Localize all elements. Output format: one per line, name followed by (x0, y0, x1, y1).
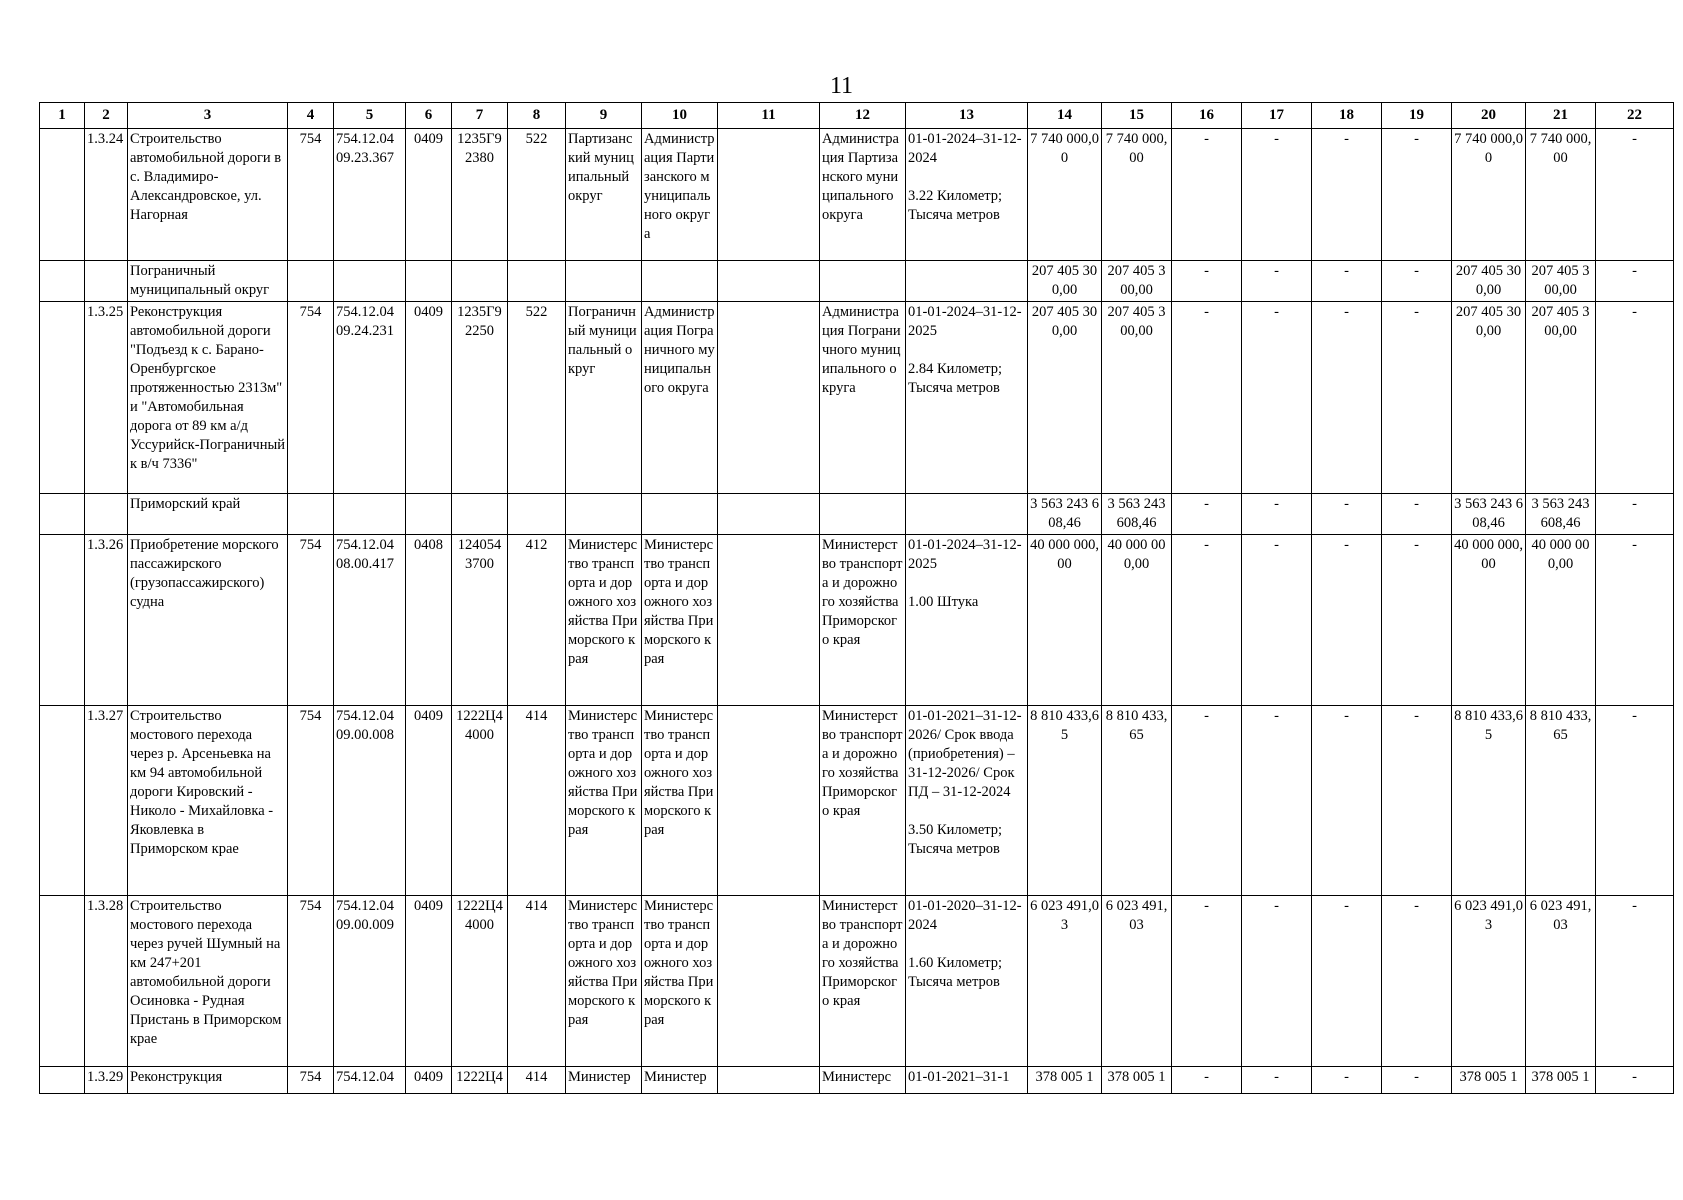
table-cell: Строительство автомобильной дороги в с. Владимиро-Александровское, ул. Нагорная (128, 129, 288, 261)
table-cell (40, 706, 85, 896)
column-header: 6 (406, 103, 452, 129)
table-cell: 7 740 000,00 (1028, 129, 1102, 261)
table-cell: 6 023 491,03 (1526, 896, 1596, 1067)
table-cell: Министерство транспорта и дорожного хозяйства Приморского края (566, 896, 642, 1067)
table-cell: 3 563 243 608,46 (1028, 494, 1102, 535)
table-cell (718, 302, 820, 494)
table-cell: - (1312, 494, 1382, 535)
table-cell: - (1382, 706, 1452, 896)
table-cell: 1.3.27 (85, 706, 128, 896)
column-header: 3 (128, 103, 288, 129)
table-row (40, 261, 1674, 302)
table-cell (288, 494, 334, 535)
table-cell (334, 494, 406, 535)
table-cell (85, 494, 128, 535)
table-cell: 0409 (406, 302, 452, 494)
table-cell: - (1242, 896, 1312, 1067)
table-cell: - (1242, 129, 1312, 261)
table-cell: 8 810 433,65 (1102, 706, 1172, 896)
column-header: 4 (288, 103, 334, 129)
table-cell: - (1312, 896, 1382, 1067)
table-cell: - (1172, 706, 1242, 896)
table-cell: 754 (288, 302, 334, 494)
table-cell: 754.12.04 09.23.367 (334, 129, 406, 261)
table-cell: 8 810 433,65 (1452, 706, 1526, 896)
column-header: 17 (1242, 103, 1312, 129)
table-cell: 207 405 300,00 (1028, 261, 1102, 302)
table-cell: - (1596, 129, 1674, 261)
column-header: 12 (820, 103, 906, 129)
table-cell: 1.3.24 (85, 129, 128, 261)
table-cell (288, 261, 334, 302)
table-cell (820, 261, 906, 302)
table-cell: Администрация Партизанского муниципального округа (642, 129, 718, 261)
table-cell: - (1382, 535, 1452, 706)
table-cell: 7 740 000,00 (1452, 129, 1526, 261)
table-cell: - (1242, 1067, 1312, 1094)
table-cell: 207 405 300,00 (1526, 302, 1596, 494)
table-cell: - (1596, 261, 1674, 302)
table-cell: - (1312, 129, 1382, 261)
table-cell (718, 706, 820, 896)
table-cell: 3 563 243 608,46 (1452, 494, 1526, 535)
table-cell: - (1312, 535, 1382, 706)
table-cell: 522 (508, 129, 566, 261)
table-cell: 7 740 000,00 (1526, 129, 1596, 261)
table-cell: Партизанский муниципальный округ (566, 129, 642, 261)
table-cell: - (1312, 1067, 1382, 1094)
table-cell: 0408 (406, 535, 452, 706)
table-cell: - (1242, 261, 1312, 302)
table-cell (452, 261, 508, 302)
table-cell: 1235Г9 2250 (452, 302, 508, 494)
table-cell: - (1596, 896, 1674, 1067)
table-cell: Администрация Партизанского муниципального округа (820, 129, 906, 261)
table-cell: Строительство мостового перехода через ручей Шумный на км 247+201 автомобильной дороги Осиновка - Рудная Пристань в Приморском крае (128, 896, 288, 1067)
table-cell: - (1382, 302, 1452, 494)
table-cell (508, 494, 566, 535)
table-cell: Администрация Пограничного муниципального округа (820, 302, 906, 494)
table-cell (406, 494, 452, 535)
table-row (40, 1067, 1674, 1094)
table-cell: 754.12.04 09.24.231 (334, 302, 406, 494)
table-cell: 0409 (406, 896, 452, 1067)
table-cell (40, 129, 85, 261)
table-cell: 754 (288, 535, 334, 706)
table-cell: 1.3.29 (85, 1067, 128, 1094)
table-cell: 522 (508, 302, 566, 494)
table-cell: Министерство транспорта и дорожного хозяйства Приморского края (566, 535, 642, 706)
table-cell: 01-01-2020–31-12-2024 1.60 Километр; Тысяча метров (906, 896, 1028, 1067)
table-cell: - (1596, 1067, 1674, 1094)
table-cell: Министерство транспорта и дорожного хозяйства Приморского края (820, 896, 906, 1067)
table-cell (718, 494, 820, 535)
table-cell (820, 494, 906, 535)
table-cell: - (1242, 535, 1312, 706)
table-cell: 124054 3700 (452, 535, 508, 706)
main-table (39, 102, 1674, 1094)
table-cell: Реконструкция автомобильной дороги "Подъезд к с. Барано-Оренбургское протяженностью 2313м" и "Автомобильная дорога от 89 км а/д Уссурийск-Пограничный к в/ч 7336" (128, 302, 288, 494)
table-cell: 1.3.26 (85, 535, 128, 706)
table-cell: 40 000 000,00 (1028, 535, 1102, 706)
table-cell: 0409 (406, 706, 452, 896)
table-cell: 207 405 300,00 (1102, 302, 1172, 494)
table-cell: - (1242, 494, 1312, 535)
table-cell (40, 302, 85, 494)
table-cell: 0409 (406, 129, 452, 261)
table-cell: 3 563 243 608,46 (1102, 494, 1172, 535)
column-header: 16 (1172, 103, 1242, 129)
table-cell: - (1172, 302, 1242, 494)
table-cell: Приморский край (128, 494, 288, 535)
column-header: 11 (718, 103, 820, 129)
column-header: 2 (85, 103, 128, 129)
table-cell: Министерство транспорта и дорожного хозяйства Приморского края (642, 706, 718, 896)
table-cell: 1222Ц4 4000 (452, 896, 508, 1067)
table-cell: 754.12.04 (334, 1067, 406, 1094)
table-cell: 1.3.28 (85, 896, 128, 1067)
table-cell: - (1172, 261, 1242, 302)
table-cell: 1222Ц4 4000 (452, 706, 508, 896)
table-cell: 754 (288, 129, 334, 261)
table-cell: 7 740 000,00 (1102, 129, 1172, 261)
column-header: 15 (1102, 103, 1172, 129)
column-header: 1 (40, 103, 85, 129)
table-cell (40, 261, 85, 302)
table-cell: Министерство транспорта и дорожного хозяйства Приморского края (642, 535, 718, 706)
column-header: 9 (566, 103, 642, 129)
table-cell: Министерс (820, 1067, 906, 1094)
table-cell: - (1312, 261, 1382, 302)
table-cell (40, 494, 85, 535)
table-cell: Министерство транспорта и дорожного хозяйства Приморского края (566, 706, 642, 896)
table-cell: Администрация Пограничного муниципального округа (642, 302, 718, 494)
column-header: 19 (1382, 103, 1452, 129)
column-header: 14 (1028, 103, 1102, 129)
table-cell (40, 896, 85, 1067)
table-cell (566, 494, 642, 535)
table-cell (452, 494, 508, 535)
table-row (40, 302, 1674, 494)
table-cell: 378 005 1 (1028, 1067, 1102, 1094)
table-cell: 01-01-2021–31-1 (906, 1067, 1028, 1094)
table-cell: 378 005 1 (1526, 1067, 1596, 1094)
table-cell: 378 005 1 (1102, 1067, 1172, 1094)
table-cell: - (1172, 896, 1242, 1067)
table-row (40, 706, 1674, 896)
table-cell (718, 535, 820, 706)
table-cell: - (1242, 302, 1312, 494)
table-row (40, 494, 1674, 535)
table-cell: 1222Ц4 (452, 1067, 508, 1094)
table-cell (906, 494, 1028, 535)
table-cell: 01-01-2024–31-12-2025 1.00 Штука (906, 535, 1028, 706)
table-cell: 40 000 000,00 (1102, 535, 1172, 706)
table-cell: 754.12.04 08.00.417 (334, 535, 406, 706)
table-cell: 1.3.25 (85, 302, 128, 494)
table-cell: 6 023 491,03 (1102, 896, 1172, 1067)
table-cell: - (1382, 896, 1452, 1067)
page-number: 11 (829, 73, 854, 99)
table-cell: 754 (288, 896, 334, 1067)
column-header: 20 (1452, 103, 1526, 129)
table-cell (85, 261, 128, 302)
table-cell: 40 000 000,00 (1526, 535, 1596, 706)
table-cell: - (1172, 129, 1242, 261)
column-header: 10 (642, 103, 718, 129)
table-cell (718, 1067, 820, 1094)
table-cell: 01-01-2024–31-12-2024 3.22 Километр; Тысяча метров (906, 129, 1028, 261)
table-cell (718, 896, 820, 1067)
table-cell (40, 535, 85, 706)
table-cell: 754.12.04 09.00.009 (334, 896, 406, 1067)
table-row (40, 535, 1674, 706)
column-header: 5 (334, 103, 406, 129)
table-cell (40, 1067, 85, 1094)
table-cell (642, 494, 718, 535)
table-cell: Пограничный муниципальный округ (566, 302, 642, 494)
table-cell: 8 810 433,65 (1028, 706, 1102, 896)
table-cell: 412 (508, 535, 566, 706)
table-body (40, 129, 1674, 1094)
table-cell: Приобретение морского пассажирского (грузопассажирского) судна (128, 535, 288, 706)
table-cell: Строительство мостового перехода через р. Арсеньевка на км 94 автомобильной дороги Кировский - Николо - Михайловка - Яковлевка в Приморском крае (128, 706, 288, 896)
column-header: 18 (1312, 103, 1382, 129)
table-cell: - (1382, 261, 1452, 302)
table-cell (334, 261, 406, 302)
table-cell: Реконструкция (128, 1067, 288, 1094)
table-cell: - (1596, 535, 1674, 706)
table-cell: 754.12.04 09.00.008 (334, 706, 406, 896)
table-cell: 1235Г9 2380 (452, 129, 508, 261)
table-cell: 414 (508, 706, 566, 896)
table-cell: 6 023 491,03 (1028, 896, 1102, 1067)
table-cell: - (1172, 494, 1242, 535)
table-cell: - (1596, 302, 1674, 494)
table-row (40, 129, 1674, 261)
table-cell: 378 005 1 (1452, 1067, 1526, 1094)
table-cell: - (1242, 706, 1312, 896)
table-cell: - (1172, 535, 1242, 706)
table-cell: - (1312, 706, 1382, 896)
table-cell: 414 (508, 1067, 566, 1094)
table-cell: 207 405 300,00 (1452, 261, 1526, 302)
table-cell: Министер (642, 1067, 718, 1094)
table-cell (718, 129, 820, 261)
table-cell: 207 405 300,00 (1526, 261, 1596, 302)
table-cell (566, 261, 642, 302)
column-header: 13 (906, 103, 1028, 129)
table-cell: 207 405 300,00 (1452, 302, 1526, 494)
table-cell: 414 (508, 896, 566, 1067)
table-cell: 754 (288, 1067, 334, 1094)
table-cell: 3 563 243 608,46 (1526, 494, 1596, 535)
table-cell (406, 261, 452, 302)
column-header: 22 (1596, 103, 1674, 129)
table-cell: Министерство транспорта и дорожного хозяйства Приморского края (820, 535, 906, 706)
table-cell: - (1312, 302, 1382, 494)
column-header: 7 (452, 103, 508, 129)
table-cell: - (1596, 494, 1674, 535)
table-cell (508, 261, 566, 302)
table-cell: 8 810 433,65 (1526, 706, 1596, 896)
column-header: 8 (508, 103, 566, 129)
table-cell: 40 000 000,00 (1452, 535, 1526, 706)
table-cell: 207 405 300,00 (1102, 261, 1172, 302)
table-cell: Пограничный муниципальный округ (128, 261, 288, 302)
table-cell: - (1596, 706, 1674, 896)
table-cell: 01-01-2024–31-12-2025 2.84 Километр; Тысяча метров (906, 302, 1028, 494)
table-cell: - (1382, 129, 1452, 261)
table-cell: - (1382, 494, 1452, 535)
table-cell (718, 261, 820, 302)
table-cell: 207 405 300,00 (1028, 302, 1102, 494)
table-row (40, 896, 1674, 1067)
table-cell: Министерство транспорта и дорожного хозяйства Приморского края (820, 706, 906, 896)
table-cell (642, 261, 718, 302)
column-header: 21 (1526, 103, 1596, 129)
table-cell: 0409 (406, 1067, 452, 1094)
table-cell: Министер (566, 1067, 642, 1094)
table-cell: 6 023 491,03 (1452, 896, 1526, 1067)
table-cell: - (1382, 1067, 1452, 1094)
table-cell: Министерство транспорта и дорожного хозяйства Приморского края (642, 896, 718, 1067)
header-row (40, 103, 1674, 129)
table-cell: 754 (288, 706, 334, 896)
table-cell: - (1172, 1067, 1242, 1094)
table-cell (906, 261, 1028, 302)
table-cell: 01-01-2021–31-12-2026/ Срок ввода (приобретения) – 31-12-2026/ Срок ПД – 31-12-2024 3.50 Километр; Тысяча метров (906, 706, 1028, 896)
